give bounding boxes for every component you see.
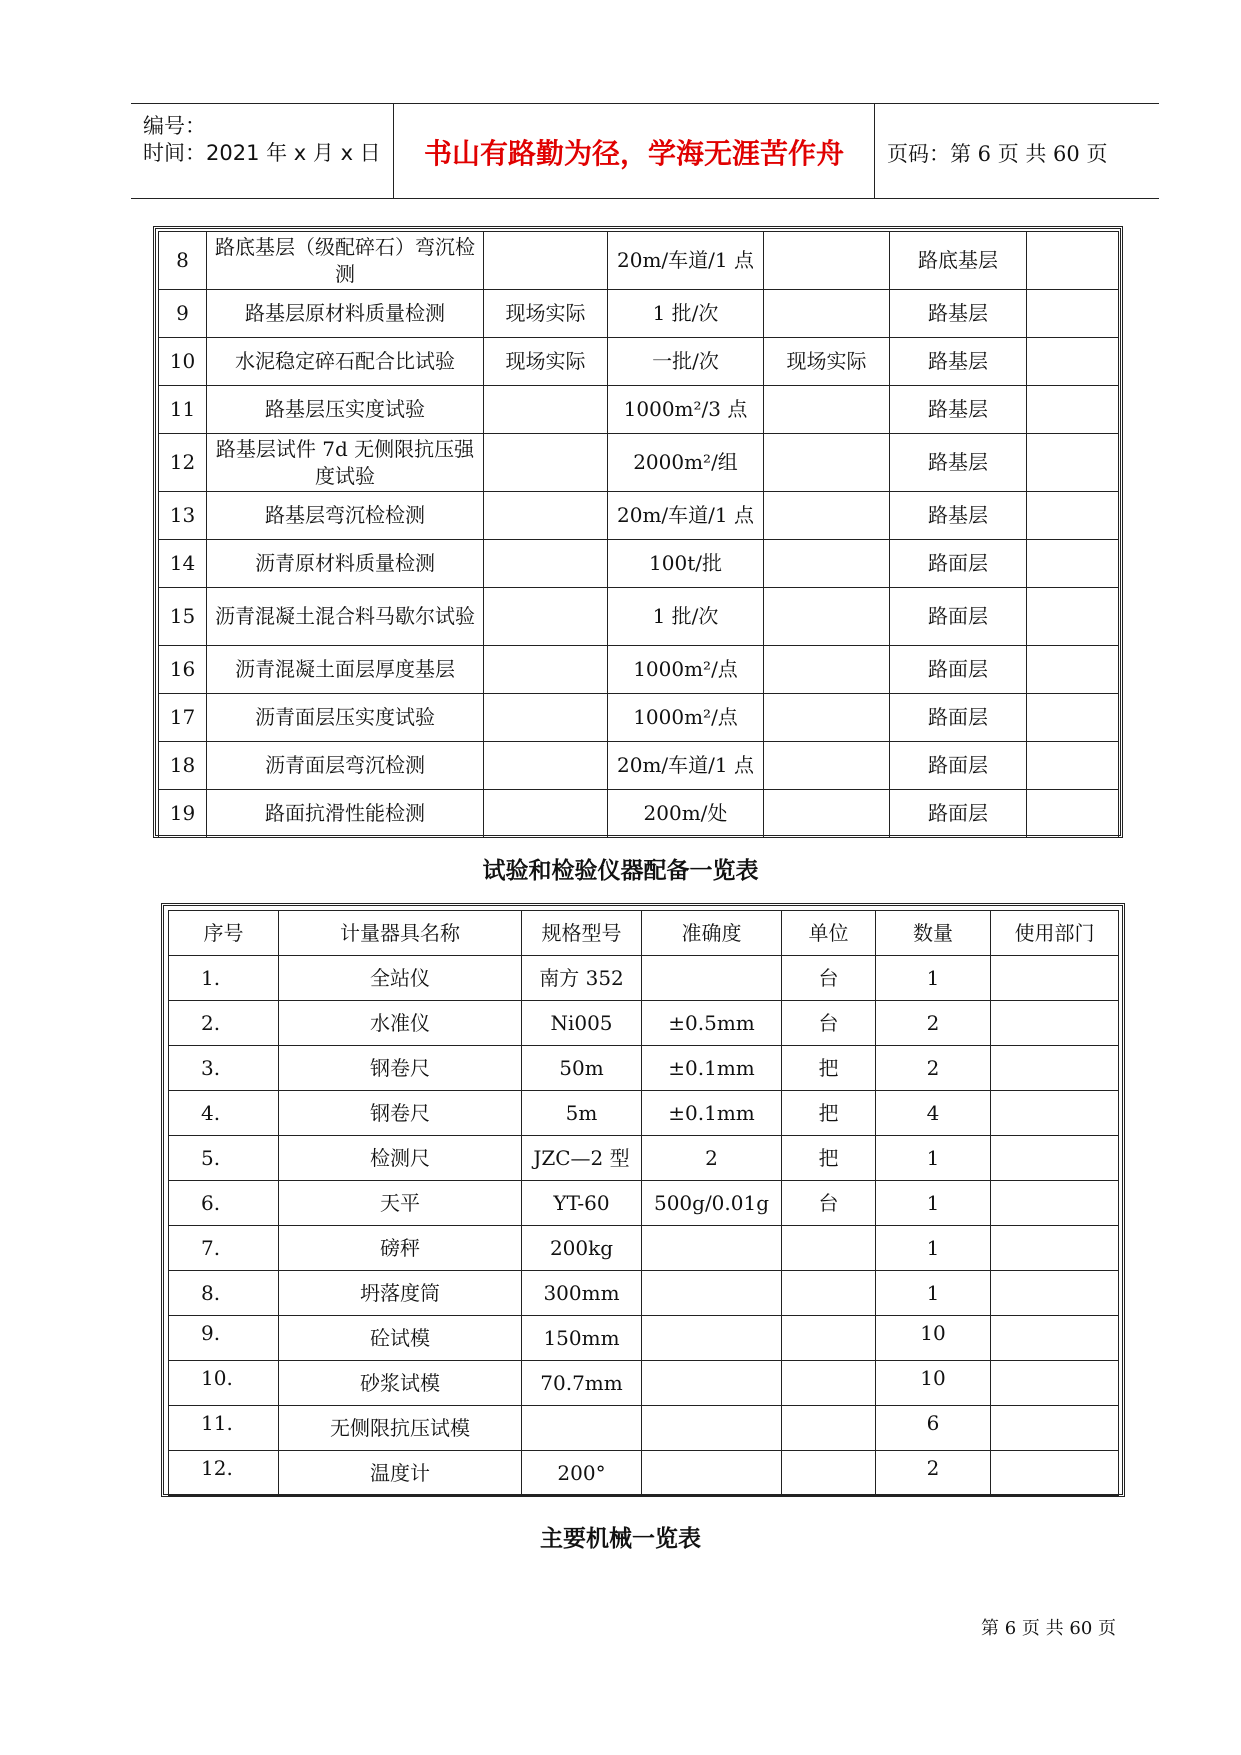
instrument-quantity-cell: 2 xyxy=(876,1451,991,1496)
inspection-table-body xyxy=(159,232,1119,838)
instrument-unit-cell xyxy=(782,1361,876,1406)
instrument-quantity-cell: 2 xyxy=(876,1046,991,1091)
header-left-cell xyxy=(131,104,392,198)
item-extra-cell xyxy=(1027,790,1119,838)
instrument-name-cell: 钢卷尺 xyxy=(279,1091,522,1136)
instrument-table-header-row xyxy=(169,911,1119,956)
header-cell-accuracy: 准确度 xyxy=(642,911,782,956)
instrument-quantity-cell: 1 xyxy=(876,1136,991,1181)
inspection-table-row xyxy=(159,742,1119,790)
instrument-index-cell: 7. xyxy=(169,1226,279,1271)
item-extra-cell xyxy=(1027,492,1119,540)
item-basis-cell: 现场实际 xyxy=(484,338,608,386)
inspection-table-row xyxy=(159,540,1119,588)
instrument-name-cell: 钢卷尺 xyxy=(279,1046,522,1091)
item-remark-cell xyxy=(764,646,890,694)
instrument-department-cell xyxy=(991,1001,1119,1046)
instrument-model-cell: Ni005 xyxy=(522,1001,642,1046)
instrument-department-cell xyxy=(991,1136,1119,1181)
item-name-cell: 沥青原材料质量检测 xyxy=(207,540,484,588)
item-basis-cell xyxy=(484,646,608,694)
instrument-department-cell xyxy=(991,1361,1119,1406)
instrument-table-row xyxy=(169,1136,1119,1181)
header-cell-unit: 单位 xyxy=(782,911,876,956)
instrument-index-cell: 5. xyxy=(169,1136,279,1181)
item-basis-cell xyxy=(484,588,608,646)
instrument-model-cell xyxy=(522,1406,642,1451)
instrument-index-cell: 3. xyxy=(169,1046,279,1091)
item-number-cell: 18 xyxy=(159,742,207,790)
document-time-label: 时间：2021 年 x 月 x 日 xyxy=(143,141,381,165)
item-layer-cell: 路底基层 xyxy=(890,232,1027,290)
item-extra-cell xyxy=(1027,540,1119,588)
header-cell-department: 使用部门 xyxy=(991,911,1119,956)
instrument-department-cell xyxy=(991,1046,1119,1091)
instrument-table-row xyxy=(169,1271,1119,1316)
item-extra-cell xyxy=(1027,232,1119,290)
instrument-table-row xyxy=(169,1316,1119,1361)
item-basis-cell xyxy=(484,232,608,290)
instrument-index-cell: 9. xyxy=(169,1316,279,1361)
item-remark-cell xyxy=(764,790,890,838)
instrument-quantity-cell: 2 xyxy=(876,1001,991,1046)
inspection-table-row xyxy=(159,790,1119,838)
instrument-index-cell: 8. xyxy=(169,1271,279,1316)
instrument-accuracy-cell xyxy=(642,1316,782,1361)
instrument-department-cell xyxy=(991,956,1119,1001)
instrument-quantity-cell: 4 xyxy=(876,1091,991,1136)
instrument-accuracy-cell: 500g/0.01g xyxy=(642,1181,782,1226)
item-extra-cell xyxy=(1027,386,1119,434)
item-basis-cell: 现场实际 xyxy=(484,290,608,338)
inspection-table-row xyxy=(159,338,1119,386)
instrument-table-row xyxy=(169,956,1119,1001)
instrument-accuracy-cell xyxy=(642,1226,782,1271)
item-name-cell: 路基层试件 7d 无侧限抗压强度试验 xyxy=(207,434,484,492)
instrument-name-cell: 全站仪 xyxy=(279,956,522,1001)
item-name-cell: 路面抗滑性能检测 xyxy=(207,790,484,838)
item-number-cell: 14 xyxy=(159,540,207,588)
item-number-cell: 11 xyxy=(159,386,207,434)
header-cell-name: 计量器具名称 xyxy=(279,911,522,956)
instrument-unit-cell: 把 xyxy=(782,1136,876,1181)
item-layer-cell: 路基层 xyxy=(890,386,1027,434)
instrument-model-cell: JZC—2 型 xyxy=(522,1136,642,1181)
item-name-cell: 沥青混凝土面层厚度基层 xyxy=(207,646,484,694)
item-number-cell: 10 xyxy=(159,338,207,386)
item-extra-cell xyxy=(1027,742,1119,790)
instrument-index-cell: 2. xyxy=(169,1001,279,1046)
item-name-cell: 水泥稳定碎石配合比试验 xyxy=(207,338,484,386)
instrument-unit-cell xyxy=(782,1406,876,1451)
item-basis-cell xyxy=(484,492,608,540)
instrument-model-cell: 150mm xyxy=(522,1316,642,1361)
inspection-table-row xyxy=(159,290,1119,338)
instrument-index-cell: 6. xyxy=(169,1181,279,1226)
instrument-table-row xyxy=(169,1361,1119,1406)
item-frequency-cell: 100t/批 xyxy=(608,540,764,588)
inspection-table-row xyxy=(159,434,1119,492)
instrument-name-cell: 砂浆试模 xyxy=(279,1361,522,1406)
item-layer-cell: 路基层 xyxy=(890,290,1027,338)
instrument-accuracy-cell xyxy=(642,1271,782,1316)
item-layer-cell: 路面层 xyxy=(890,588,1027,646)
instrument-accuracy-cell xyxy=(642,1451,782,1496)
item-frequency-cell: 1000m²/点 xyxy=(608,694,764,742)
item-remark-cell xyxy=(764,694,890,742)
item-remark-cell xyxy=(764,492,890,540)
instrument-department-cell xyxy=(991,1451,1119,1496)
item-number-cell: 8 xyxy=(159,232,207,290)
item-basis-cell xyxy=(484,790,608,838)
instrument-accuracy-cell: ±0.1mm xyxy=(642,1091,782,1136)
instrument-quantity-cell: 1 xyxy=(876,1271,991,1316)
header-cell-index: 序号 xyxy=(169,911,279,956)
instrument-index-cell: 12. xyxy=(169,1451,279,1496)
instrument-model-cell: 50m xyxy=(522,1046,642,1091)
item-frequency-cell: 1 批/次 xyxy=(608,290,764,338)
instrument-model-cell: 300mm xyxy=(522,1271,642,1316)
item-extra-cell xyxy=(1027,646,1119,694)
item-remark-cell xyxy=(764,232,890,290)
instrument-quantity-cell: 10 xyxy=(876,1316,991,1361)
instrument-quantity-cell: 10 xyxy=(876,1361,991,1406)
instrument-name-cell: 检测尺 xyxy=(279,1136,522,1181)
instrument-unit-cell: 台 xyxy=(782,1001,876,1046)
item-extra-cell xyxy=(1027,588,1119,646)
instrument-table-row xyxy=(169,1046,1119,1091)
item-basis-cell xyxy=(484,434,608,492)
inspection-table-row xyxy=(159,492,1119,540)
item-layer-cell: 路面层 xyxy=(890,694,1027,742)
header-cell-model: 规格型号 xyxy=(522,911,642,956)
instrument-model-cell: 70.7mm xyxy=(522,1361,642,1406)
item-layer-cell: 路面层 xyxy=(890,742,1027,790)
item-frequency-cell: 20m/车道/1 点 xyxy=(608,232,764,290)
instrument-table-row xyxy=(169,1091,1119,1136)
inspection-table-row xyxy=(159,386,1119,434)
instrument-name-cell: 坍落度筒 xyxy=(279,1271,522,1316)
instrument-unit-cell: 台 xyxy=(782,1181,876,1226)
instrument-table-body xyxy=(169,956,1119,1496)
instrument-quantity-cell: 1 xyxy=(876,1181,991,1226)
instrument-department-cell xyxy=(991,1406,1119,1451)
item-remark-cell xyxy=(764,742,890,790)
item-number-cell: 9 xyxy=(159,290,207,338)
instrument-department-cell xyxy=(991,1226,1119,1271)
header-page-info: 页码：第 6 页 共 60 页 xyxy=(887,142,1108,166)
item-frequency-cell: 一批/次 xyxy=(608,338,764,386)
page-header xyxy=(131,103,1159,199)
item-layer-cell: 路面层 xyxy=(890,790,1027,838)
item-number-cell: 15 xyxy=(159,588,207,646)
item-frequency-cell: 1 批/次 xyxy=(608,588,764,646)
item-remark-cell xyxy=(764,386,890,434)
item-remark-cell xyxy=(764,540,890,588)
instrument-accuracy-cell: 2 xyxy=(642,1136,782,1181)
instrument-accuracy-cell xyxy=(642,1406,782,1451)
instrument-unit-cell xyxy=(782,1316,876,1361)
instrument-table-row xyxy=(169,1001,1119,1046)
instrument-name-cell: 磅秤 xyxy=(279,1226,522,1271)
item-remark-cell: 现场实际 xyxy=(764,338,890,386)
item-extra-cell xyxy=(1027,290,1119,338)
item-number-cell: 13 xyxy=(159,492,207,540)
item-layer-cell: 路基层 xyxy=(890,434,1027,492)
header-center-cell xyxy=(393,104,875,198)
instrument-name-cell: 无侧限抗压试模 xyxy=(279,1406,522,1451)
item-basis-cell xyxy=(484,540,608,588)
instrument-name-cell: 温度计 xyxy=(279,1451,522,1496)
item-frequency-cell: 1000m²/点 xyxy=(608,646,764,694)
header-right-cell xyxy=(875,104,1159,198)
item-layer-cell: 路基层 xyxy=(890,492,1027,540)
instrument-unit-cell xyxy=(782,1226,876,1271)
instrument-unit-cell: 把 xyxy=(782,1091,876,1136)
item-name-cell: 路基层原材料质量检测 xyxy=(207,290,484,338)
instrument-department-cell xyxy=(991,1271,1119,1316)
item-layer-cell: 路面层 xyxy=(890,540,1027,588)
instrument-unit-cell: 台 xyxy=(782,956,876,1001)
instrument-name-cell: 天平 xyxy=(279,1181,522,1226)
instrument-unit-cell xyxy=(782,1451,876,1496)
item-remark-cell xyxy=(764,290,890,338)
item-layer-cell: 路面层 xyxy=(890,646,1027,694)
instrument-department-cell xyxy=(991,1316,1119,1361)
instrument-table-row xyxy=(169,1406,1119,1451)
instrument-table-row xyxy=(169,1451,1119,1496)
instrument-name-cell: 砼试模 xyxy=(279,1316,522,1361)
instrument-department-cell xyxy=(991,1091,1119,1136)
item-extra-cell xyxy=(1027,694,1119,742)
item-extra-cell xyxy=(1027,338,1119,386)
item-frequency-cell: 1000m²/3 点 xyxy=(608,386,764,434)
item-name-cell: 沥青混凝土混合料马歇尔试验 xyxy=(207,588,484,646)
inspection-table-row xyxy=(159,646,1119,694)
instrument-quantity-cell: 6 xyxy=(876,1406,991,1451)
instrument-quantity-cell: 1 xyxy=(876,956,991,1001)
inspection-table-row xyxy=(159,588,1119,646)
header-motto: 书山有路勤为径，学海无涯苦作舟 xyxy=(423,137,844,170)
item-layer-cell: 路基层 xyxy=(890,338,1027,386)
page-footer: 第 6 页 共 60 页 xyxy=(981,1618,1116,1639)
instrument-table-title: 试验和检验仪器配备一览表 xyxy=(482,857,759,884)
instrument-accuracy-cell: ±0.1mm xyxy=(642,1046,782,1091)
item-basis-cell xyxy=(484,694,608,742)
instrument-table xyxy=(168,910,1119,1496)
instrument-index-cell: 10. xyxy=(169,1361,279,1406)
instrument-model-cell: 200kg xyxy=(522,1226,642,1271)
instrument-accuracy-cell xyxy=(642,956,782,1001)
instrument-index-cell: 4. xyxy=(169,1091,279,1136)
instrument-model-cell: 南方 352 xyxy=(522,956,642,1001)
item-frequency-cell: 20m/车道/1 点 xyxy=(608,492,764,540)
item-basis-cell xyxy=(484,386,608,434)
instrument-quantity-cell: 1 xyxy=(876,1226,991,1271)
header-cell-quantity: 数量 xyxy=(876,911,991,956)
item-extra-cell xyxy=(1027,434,1119,492)
item-remark-cell xyxy=(764,434,890,492)
item-number-cell: 16 xyxy=(159,646,207,694)
item-name-cell: 沥青面层弯沉检测 xyxy=(207,742,484,790)
item-number-cell: 17 xyxy=(159,694,207,742)
inspection-table-row xyxy=(159,694,1119,742)
inspection-items-table xyxy=(158,231,1119,838)
item-number-cell: 19 xyxy=(159,790,207,838)
item-frequency-cell: 2000m²/组 xyxy=(608,434,764,492)
instrument-name-cell: 水准仪 xyxy=(279,1001,522,1046)
instrument-model-cell: 200° xyxy=(522,1451,642,1496)
instrument-table-row xyxy=(169,1181,1119,1226)
instrument-accuracy-cell xyxy=(642,1361,782,1406)
item-number-cell: 12 xyxy=(159,434,207,492)
machinery-table-title: 主要机械一览表 xyxy=(540,1525,701,1552)
instrument-index-cell: 11. xyxy=(169,1406,279,1451)
item-name-cell: 路基层弯沉检检测 xyxy=(207,492,484,540)
item-frequency-cell: 20m/车道/1 点 xyxy=(608,742,764,790)
instrument-accuracy-cell: ±0.5mm xyxy=(642,1001,782,1046)
inspection-table-row xyxy=(159,232,1119,290)
instrument-unit-cell xyxy=(782,1271,876,1316)
item-name-cell: 路基层压实度试验 xyxy=(207,386,484,434)
instrument-unit-cell: 把 xyxy=(782,1046,876,1091)
item-remark-cell xyxy=(764,588,890,646)
instrument-department-cell xyxy=(991,1181,1119,1226)
item-name-cell: 沥青面层压实度试验 xyxy=(207,694,484,742)
instrument-model-cell: YT-60 xyxy=(522,1181,642,1226)
instrument-index-cell: 1. xyxy=(169,956,279,1001)
item-name-cell: 路底基层（级配碎石）弯沉检测 xyxy=(207,232,484,290)
instrument-model-cell: 5m xyxy=(522,1091,642,1136)
item-frequency-cell: 200m/处 xyxy=(608,790,764,838)
document-number-label: 编号： xyxy=(143,114,206,138)
instrument-table-row xyxy=(169,1226,1119,1271)
item-basis-cell xyxy=(484,742,608,790)
